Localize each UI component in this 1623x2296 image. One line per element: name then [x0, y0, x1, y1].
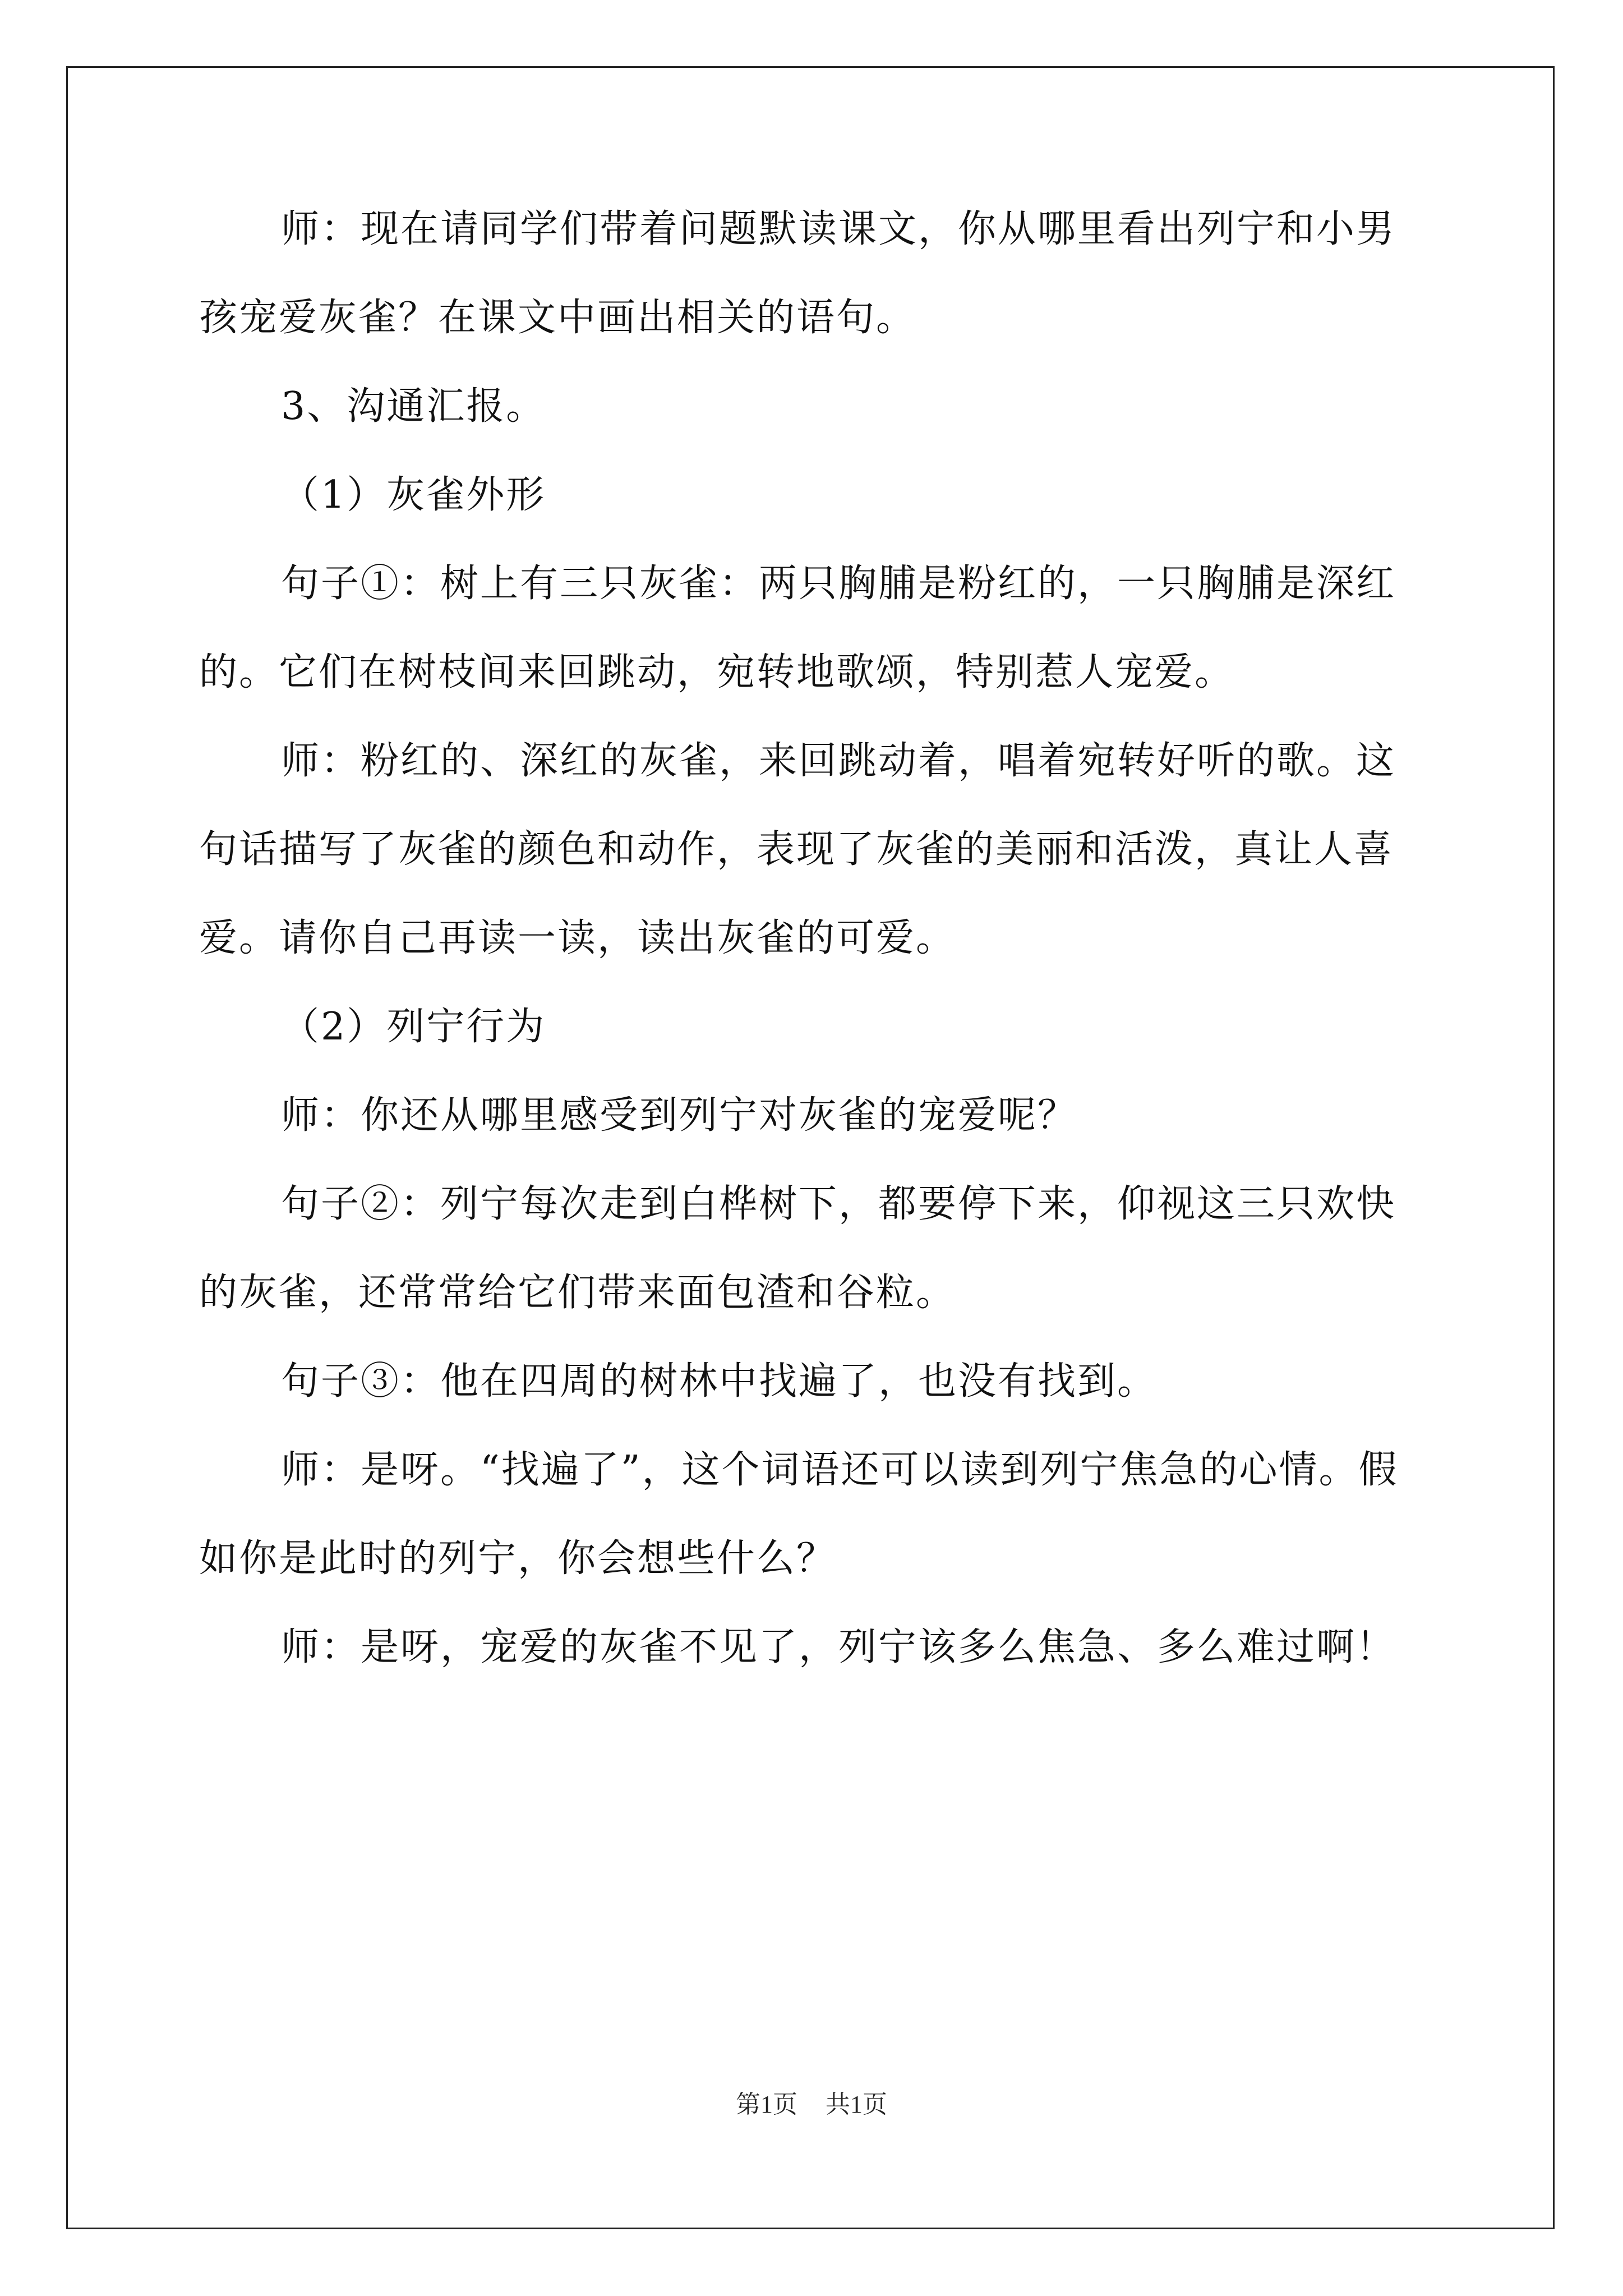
paragraph-sentence-1: 句子①：树上有三只灰雀：两只胸脯是粉红的，一只胸脯是深红的。它们在树枝间来回跳动，宛转地歌颂，特别惹人宠爱。 — [199, 562, 1396, 694]
paragraph-sentence-2: 句子②：列宁每次走到白桦树下，都要停下来，仰视这三只欢快的灰雀，还常常给它们带来面包渣和谷粒。 — [199, 1182, 1396, 1315]
paragraph-teacher-comment-1: 师：粉红的、深红的灰雀，来回跳动着，唱着宛转好听的歌。这句话描写了灰雀的颜色和动作，表现了灰雀的美丽和活泼，真让人喜爱。请你自己再读一读，读出灰雀的可爱。 — [199, 739, 1396, 960]
paragraph-subheading-appearance: （1）灰雀外形 — [281, 473, 546, 517]
paragraph-teacher-comment-2: 师：是呀。“找遍了”，这个词语还可以读到列宁焦急的心情。假如你是此时的列宁，你会想些什么？ — [199, 1448, 1399, 1581]
paragraph-subheading-lenin: （2）列宁行为 — [281, 1005, 546, 1049]
page-footer — [0, 2084, 1623, 2120]
paragraph-teacher-question-2: 师：你还从哪里感受到列宁对灰雀的宠爱呢？ — [281, 1093, 1078, 1138]
paragraph-sentence-3: 句子③：他在四周的树林中找遍了，也没有找到。 — [281, 1359, 1158, 1404]
page-number-current: 第1页 — [736, 2091, 797, 2118]
page-number-total: 共1页 — [826, 2091, 887, 2118]
document-body — [199, 185, 1433, 1692]
paragraph-teacher-comment-3: 师：是呀，宠爱的灰雀不见了，列宁该多么焦急、多么难过啊！ — [281, 1625, 1396, 1669]
paragraph-section-report: 3、沟通汇报。 — [281, 384, 546, 429]
paragraph-teacher-question: 师：现在请同学们带着问题默读课文，你从哪里看出列宁和小男孩宠爱灰雀？在课文中画出相关的语句。 — [199, 207, 1396, 340]
